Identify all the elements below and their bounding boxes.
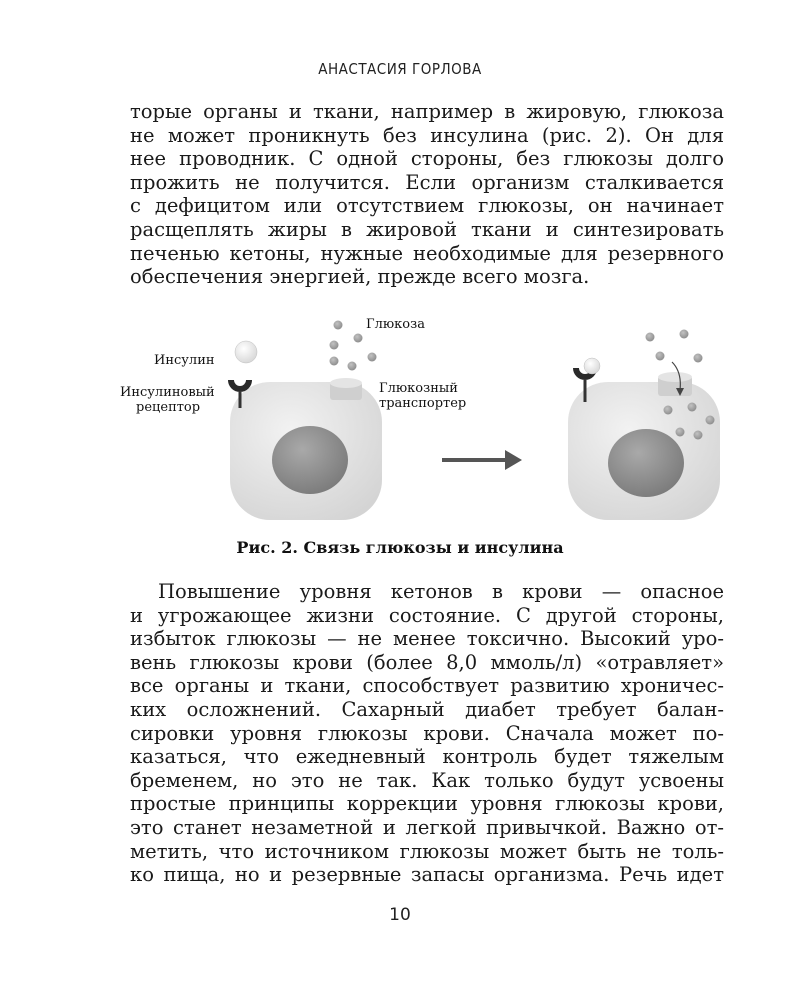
figure-glucose-insulin (120, 310, 740, 530)
glucose-dot (676, 428, 685, 437)
glucose-dot (354, 334, 363, 343)
arrow-head (505, 450, 522, 470)
glucose-dot (330, 341, 339, 350)
glucose-dot (664, 406, 673, 415)
glucose-dot (694, 431, 703, 440)
text-line: простые принципы коррекции уровня глюкозы крови, (130, 792, 724, 816)
glucose-dot (334, 321, 343, 330)
figure-caption: Рис. 2. Связь глюкозы и инсулина (236, 538, 564, 557)
text-line: ких осложнений. Сахарный диабет требует балан- (130, 697, 724, 721)
text-line: бременем, но это не так. Как только будут усвоены (130, 768, 724, 792)
label-insulin: Инсулин (154, 353, 215, 368)
text-line: сировки уровня глюкозы крови. Сначала может по- (130, 721, 724, 745)
text-line: с дефицитом или отсутствием глюкозы, он начинает (130, 194, 724, 218)
bound-insulin (584, 358, 600, 374)
paragraph-2 (130, 580, 724, 887)
nucleus-left (272, 426, 348, 494)
glucose-dot (680, 330, 689, 339)
text-line: метить, что источником глюкозы может быть не толь- (130, 839, 724, 863)
text-line: ко пища, но и резервные запасы организма. Речь идет (130, 863, 724, 887)
text-line: печенью кетоны, нужные необходимые для резервного (130, 241, 724, 265)
label-transporter-1: Глюкозный (379, 381, 458, 396)
glucose-dot (706, 416, 715, 425)
text-line: это станет незаметной и легкой привычкой. Важно от- (130, 815, 724, 839)
insulin-molecule (235, 341, 257, 363)
text-line: расщеплять жиры в жировой ткани и синтезировать (130, 217, 724, 241)
text-line: и угрожающее жизни состояние. С другой стороны, (130, 603, 724, 627)
glucose-dot (348, 362, 357, 371)
glucose-dot (694, 354, 703, 363)
label-glucose: Глюкоза (366, 317, 425, 332)
glucose-dot (646, 333, 655, 342)
label-transporter-2: транспортер (379, 396, 467, 411)
glucose-dot (330, 357, 339, 366)
label-receptor-1: Инсулиновый (120, 385, 215, 400)
text-line: не может проникнуть без инсулина (рис. 2). Он для (130, 123, 724, 147)
page-number: 10 (389, 905, 411, 925)
paragraph-1 (130, 100, 724, 289)
glucose-dot (656, 352, 665, 361)
glucose-dot (368, 353, 377, 362)
text-line: прожить не получится. Если организм сталкивается (130, 170, 724, 194)
nucleus-right (608, 429, 684, 497)
text-line: вень глюкозы крови (более 8,0 ммоль/л) «отравляет» (130, 650, 724, 674)
text-line: обеспечения энергией, прежде всего мозга. (130, 265, 590, 289)
figure-illustration (120, 310, 740, 530)
text-line: Повышение уровня кетонов в крови — опасное (158, 580, 724, 603)
glucose-dot (688, 403, 697, 412)
running-head: АНАСТАСИЯ ГОРЛОВА (318, 60, 482, 78)
text-line: избыток глюкозы — не менее токсично. Высокий уро- (130, 627, 724, 651)
label-receptor-2: рецептор (136, 400, 201, 415)
text-line: торые органы и ткани, например в жировую, глюкоза (130, 100, 724, 123)
text-line: казаться, что ежедневный контроль будет тяжелым (130, 745, 724, 769)
text-line: нее проводник. С одной стороны, без глюкозы долго (130, 147, 724, 171)
text-line: все органы и ткани, способствует развитию хроничес- (130, 674, 724, 698)
